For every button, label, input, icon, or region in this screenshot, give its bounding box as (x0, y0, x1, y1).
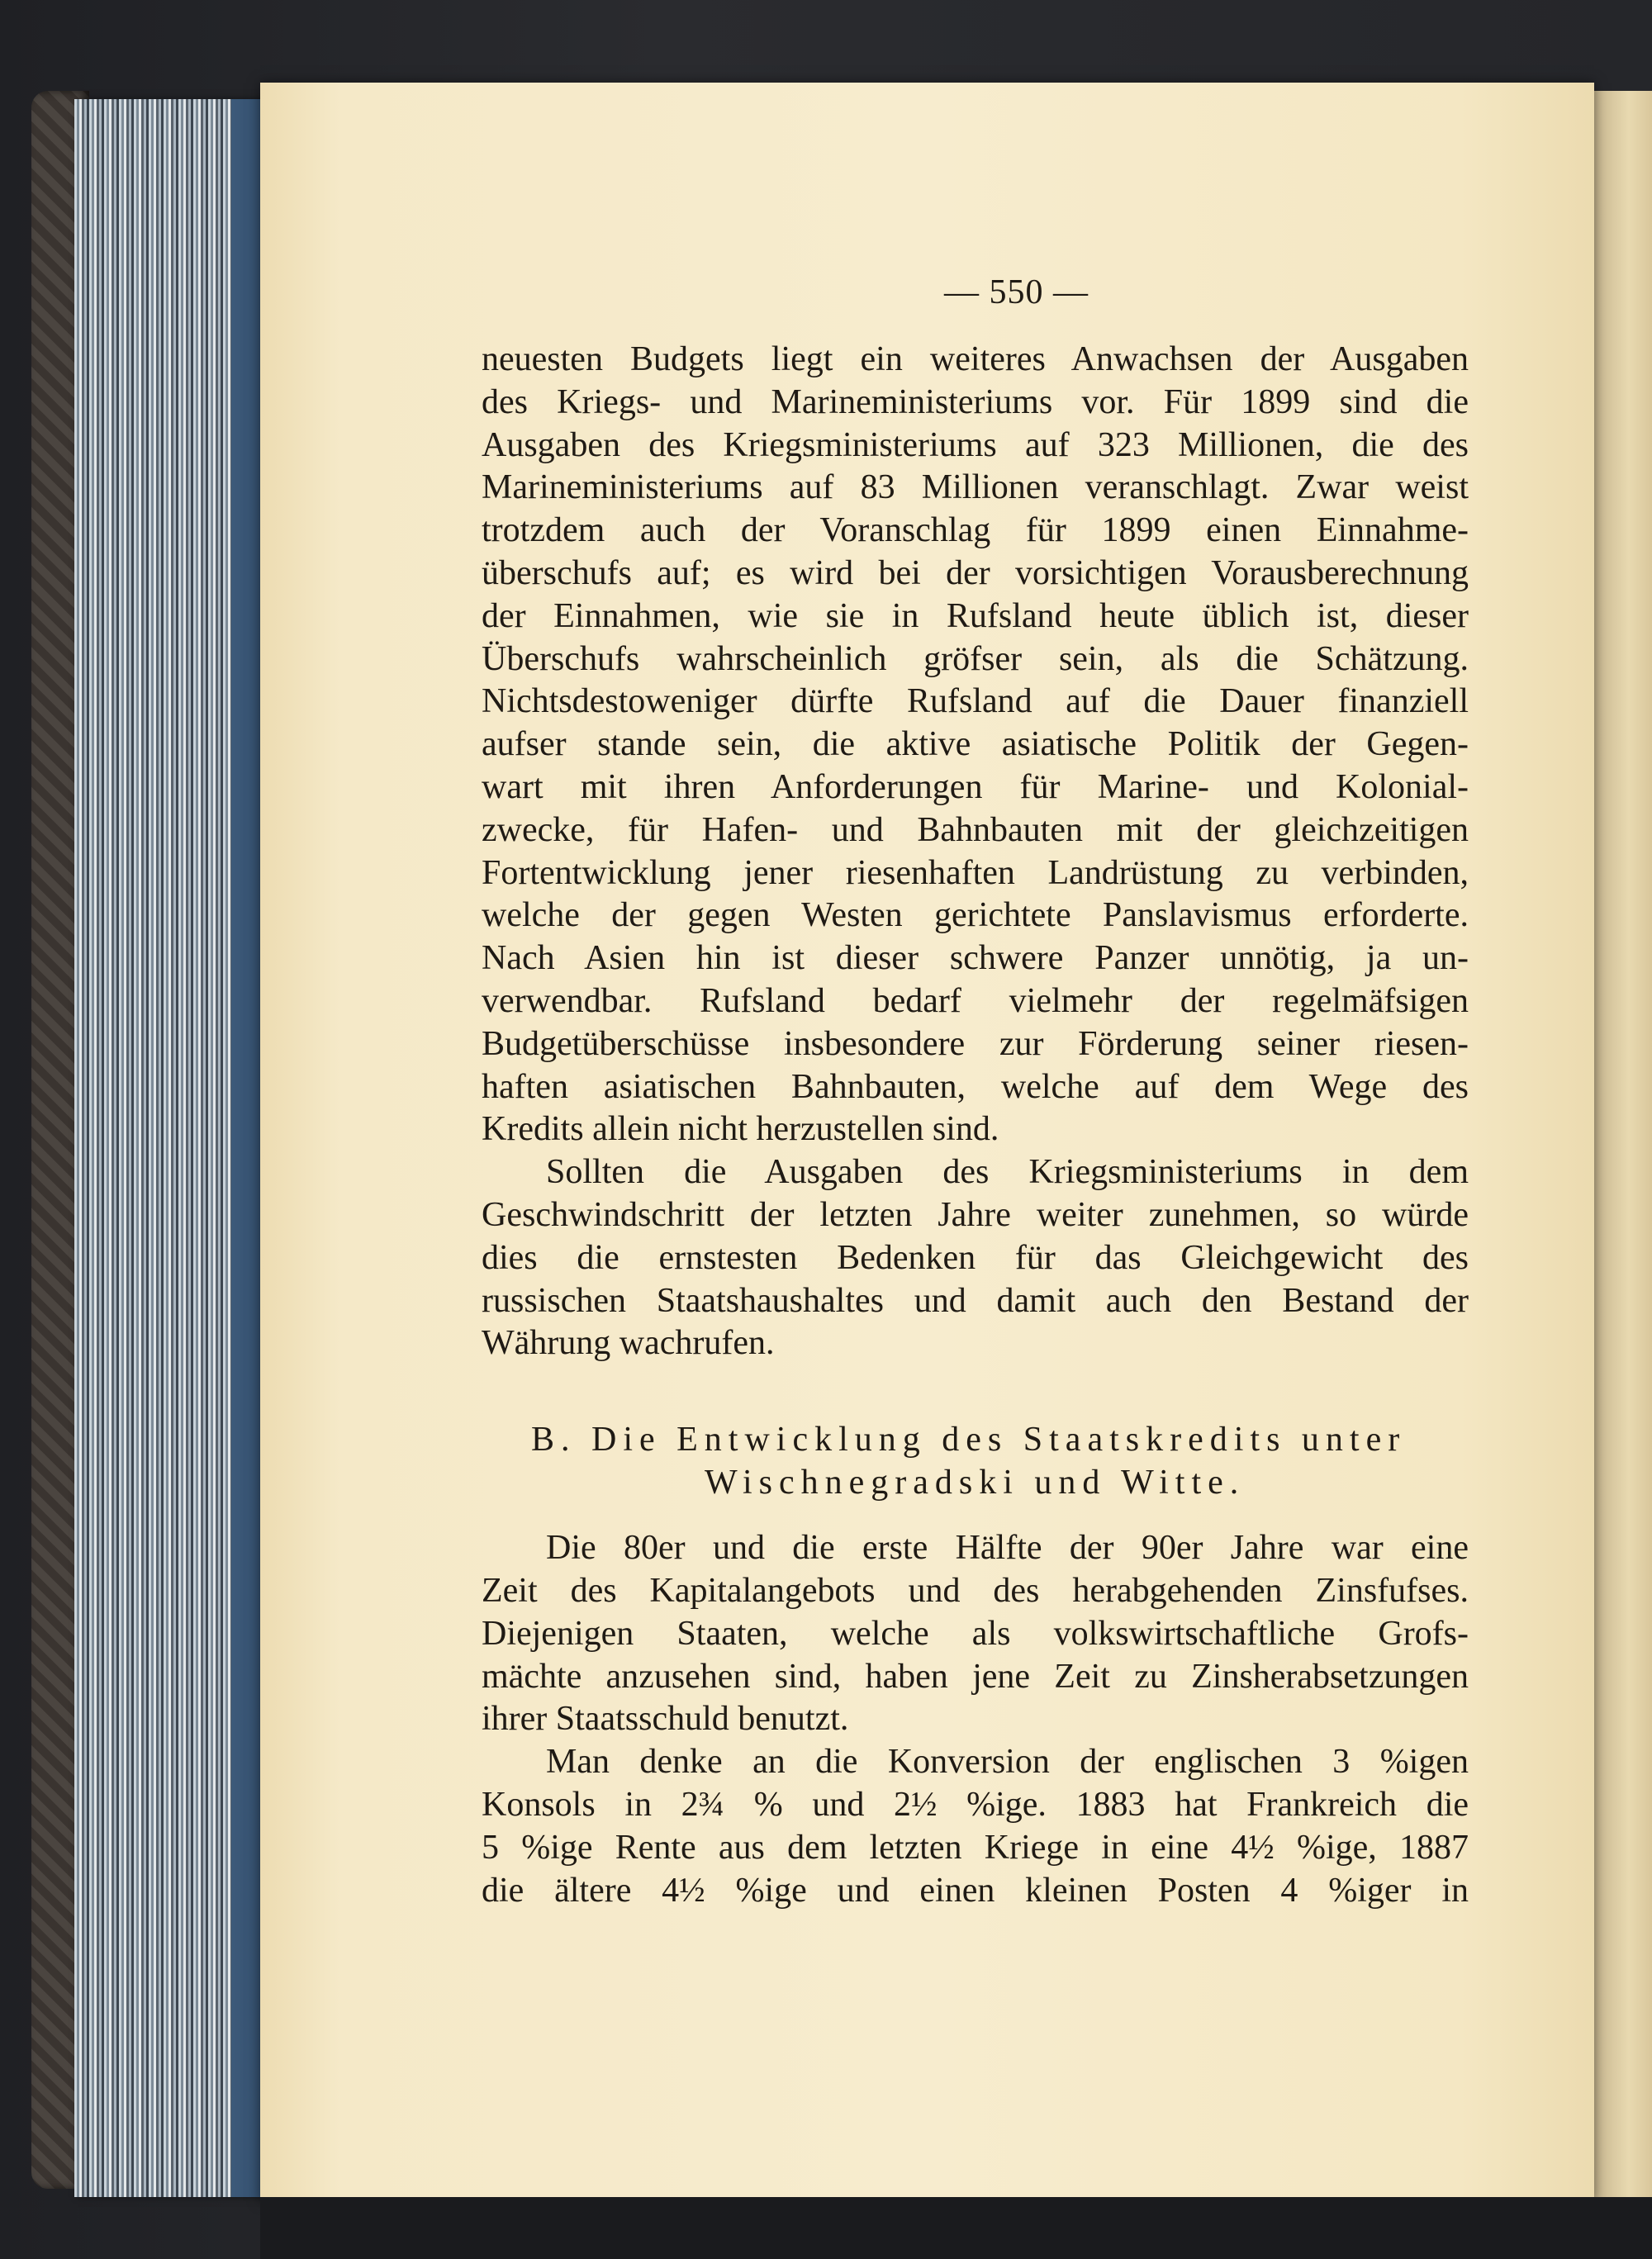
text-line: die ältere 4½ %ige und einen kleinen Posten 4 %iger in (482, 1871, 1469, 1910)
text-line: russischen Staatshaushaltes und damit auch den Bestand der (482, 1281, 1469, 1320)
text-line: verwendbar. Rufsland bedarf vielmehr der regelmäfsigen (482, 981, 1469, 1020)
text-line: Die 80er und die erste Hälfte der 90er Jahre war eine (546, 1529, 1469, 1568)
page-edges (74, 99, 281, 2197)
text-line: ihrer Staatsschuld benutzt. (482, 1700, 849, 1739)
section-heading-line-2: Wischnegradski und Witte. (705, 1464, 1246, 1502)
section-heading (482, 1418, 1469, 1504)
text-line: Sollten die Ausgaben des Kriegsministeriums in dem (546, 1153, 1469, 1192)
text-line: aufser stande sein, die aktive asiatische Politik der Gegen- (482, 725, 1469, 764)
text-line: Geschwindschritt der letzten Jahre weiter zunehmen, so würde (482, 1195, 1469, 1234)
text-line: trotzdem auch der Voranschlag für 1899 einen Einnahme- (482, 511, 1469, 550)
page-text (482, 273, 1469, 1912)
text-line: Man denke an die Konversion der englischen 3 %igen (546, 1743, 1469, 1782)
text-line: haften asiatischen Bahnbauten, welche auf dem Wege des (482, 1067, 1469, 1106)
paragraph-1 (482, 339, 1469, 1151)
text-line: Zeit des Kapitalangebots und des herabgehenden Zinsfufses. (482, 1571, 1469, 1610)
text-line: Ausgaben des Kriegsministeriums auf 323 Millionen, die des (482, 425, 1469, 464)
bottom-shadow (260, 2197, 1652, 2259)
text-line: Konsols in 2¾ % und 2½ %ige. 1883 hat Frankreich die (482, 1785, 1469, 1824)
text-line: Währung wachrufen. (482, 1324, 775, 1363)
text-line: wart mit ihren Anforderungen für Marine- und Kolonial- (482, 767, 1469, 806)
text-line: Kredits allein nicht herzustellen sind. (482, 1110, 999, 1149)
next-page-edge (1594, 91, 1652, 2201)
text-line: Nach Asien hin ist dieser schwere Panzer unnötig, ja un- (482, 939, 1469, 978)
text-line: Budgetüberschüsse insbesondere zur Förderung seiner riesen- (482, 1024, 1469, 1063)
text-line: überschufs auf; es wird bei der vorsichtigen Vorausberechnung (482, 553, 1469, 592)
text-line: Diejenigen Staaten, welche als volkswirtschaftliche Grofs- (482, 1614, 1469, 1653)
text-line: Nichtsdestoweniger dürfte Rufsland auf die Dauer finanziell (482, 682, 1469, 721)
text-line: neuesten Budgets liegt ein weiteres Anwachsen der Ausgaben (482, 340, 1469, 378)
paragraph-3 (482, 1527, 1469, 1741)
text-line: des Kriegs- und Marineministeriums vor. Für 1899 sind die (482, 382, 1469, 421)
text-line: Überschufs wahrscheinlich gröfser sein, als die Schätzung. (482, 639, 1469, 678)
text-line: welche der gegen Westen gerichtete Panslavismus erforderte. (482, 896, 1469, 935)
text-line: 5 %ige Rente aus dem letzten Kriege in eine 4½ %ige, 1887 (482, 1828, 1469, 1867)
section-heading-line-1: B. Die Entwicklung des Staatskredits unter (531, 1421, 1407, 1459)
text-line: dies die ernstesten Bedenken für das Gleichgewicht des (482, 1238, 1469, 1277)
paragraph-2 (482, 1151, 1469, 1365)
text-line: zwecke, für Hafen- und Bahnbauten mit der gleichzeitigen (482, 810, 1469, 849)
text-line: mächte anzusehen sind, haben jene Zeit zu Zinsherabsetzungen (482, 1657, 1469, 1696)
page-number: — 550 — (944, 273, 1089, 311)
text-line: Marineministeriums auf 83 Millionen veranschlagt. Zwar weist (482, 468, 1469, 507)
text-line: der Einnahmen, wie sie in Rufsland heute üblich ist, dieser (482, 596, 1469, 635)
text-line: Fortentwicklung jener riesenhaften Landrüstung zu verbinden, (482, 853, 1469, 892)
paragraph-4 (482, 1741, 1469, 1912)
